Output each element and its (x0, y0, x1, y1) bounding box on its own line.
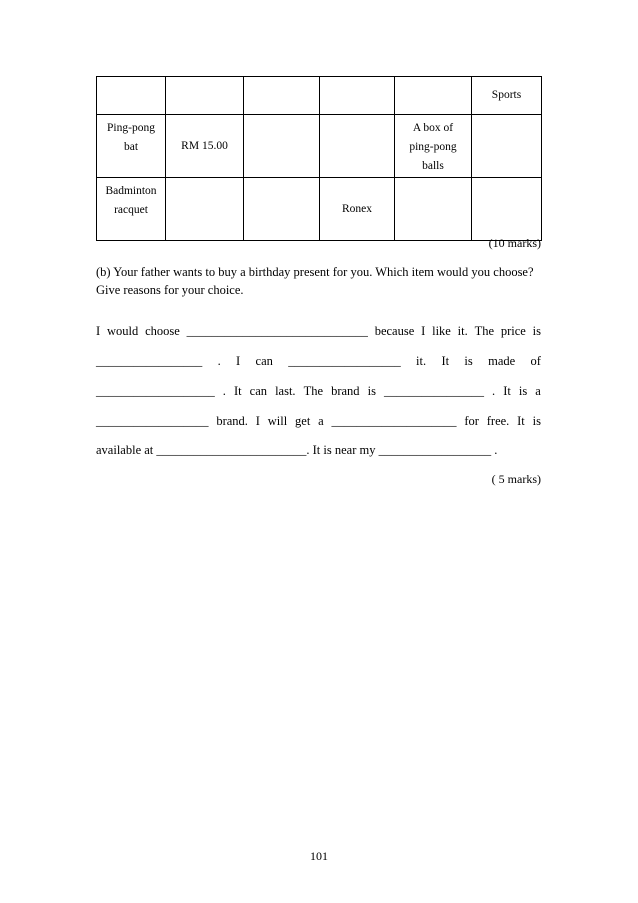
answer-word: will (267, 414, 288, 428)
table-cell (244, 77, 320, 115)
table-row (97, 178, 542, 241)
answer-word: . (217, 354, 221, 368)
answer-blank: _________________ (96, 354, 203, 368)
free-line: A box of (412, 122, 454, 134)
answer-word: is (464, 354, 473, 368)
answer-word: is (532, 324, 541, 338)
table-row (97, 115, 542, 178)
item-line: Ping-pong (107, 122, 155, 134)
answer-blank: ____________________ (331, 414, 457, 428)
answer-word: I (96, 324, 101, 338)
free-gift-cell (395, 115, 472, 178)
answer-word: for (464, 414, 479, 428)
marks-label-b: ( 5 marks) (491, 472, 541, 486)
answer-word: It (233, 384, 242, 398)
items-table (96, 76, 542, 241)
answer-word: is (532, 414, 541, 428)
brand-cell: Ronex (320, 178, 395, 241)
answer-blank: ___________________ (96, 384, 215, 398)
price-cell: RM 15.00 (166, 115, 244, 178)
answer-word: made (488, 354, 516, 368)
answer-line-1 (96, 324, 541, 339)
item-cell-badminton-racquet (97, 178, 166, 241)
answer-line-2 (96, 354, 541, 369)
answer-word: I (255, 414, 260, 428)
free-line: balls (422, 160, 444, 172)
table-cell (97, 77, 166, 115)
answer-line-3 (96, 384, 541, 399)
item-line: Badminton (105, 185, 157, 197)
table-cell (244, 115, 320, 178)
answer-blank: _____________________________ (186, 324, 368, 338)
answer-word: It (441, 354, 450, 368)
table-cell (472, 178, 542, 241)
answer-word: I (236, 354, 241, 368)
answer-blank: __________________ (288, 354, 401, 368)
table-cell (472, 115, 542, 178)
answer-blank: __________________ (96, 414, 209, 428)
answer-word: The (303, 384, 324, 398)
answer-line-4 (96, 414, 541, 429)
answer-word: can (249, 384, 268, 398)
answer-word: It (517, 414, 525, 428)
page-number: 101 (310, 849, 328, 863)
answer-word: of (530, 354, 541, 368)
answer-word: because (374, 324, 415, 338)
answer-blank: ________________ (383, 384, 484, 398)
answer-word: choose (145, 324, 180, 338)
item-cell-ping-pong-bat (97, 115, 166, 178)
answer-word: price (500, 324, 526, 338)
table-cell (395, 178, 472, 241)
item-line: bat (123, 141, 139, 153)
answer-word: a (535, 384, 541, 398)
table-cell (320, 77, 395, 115)
table-cell (244, 178, 320, 241)
answer-word: The (474, 324, 495, 338)
table-row (97, 77, 542, 115)
table-cell (320, 115, 395, 178)
answer-word: is (518, 384, 528, 398)
answer-word: brand. (216, 414, 248, 428)
answer-word: . (492, 384, 496, 398)
item-line: racquet (114, 204, 148, 216)
table-cell (395, 77, 472, 115)
table-cell (166, 77, 244, 115)
answer-word: is (367, 384, 376, 398)
answer-word: can (255, 354, 273, 368)
answer-word: it. (457, 324, 468, 338)
answer-word: It (503, 384, 511, 398)
answer-word: like (432, 324, 451, 338)
free-line: ping-pong (409, 141, 457, 153)
answer-word: free. (486, 414, 510, 428)
table-cell (166, 178, 244, 241)
answer-word: last. (275, 384, 296, 398)
answer-word: I (421, 324, 426, 338)
answer-line-5: available at ________________________. It is near my __________________ . (96, 443, 498, 457)
marks-label-a: (10 marks) (488, 236, 541, 250)
answer-word: a (318, 414, 324, 428)
answer-word: get (295, 414, 311, 428)
answer-word: it. (416, 354, 427, 368)
answer-word: would (107, 324, 139, 338)
answer-word: brand (331, 384, 360, 398)
table-cell-sports: Sports (472, 77, 542, 115)
answer-word: . (222, 384, 226, 398)
question-b: (b) Your father wants to buy a birthday present for you. Which item would you choose? Give reasons for your choice. (96, 265, 534, 297)
